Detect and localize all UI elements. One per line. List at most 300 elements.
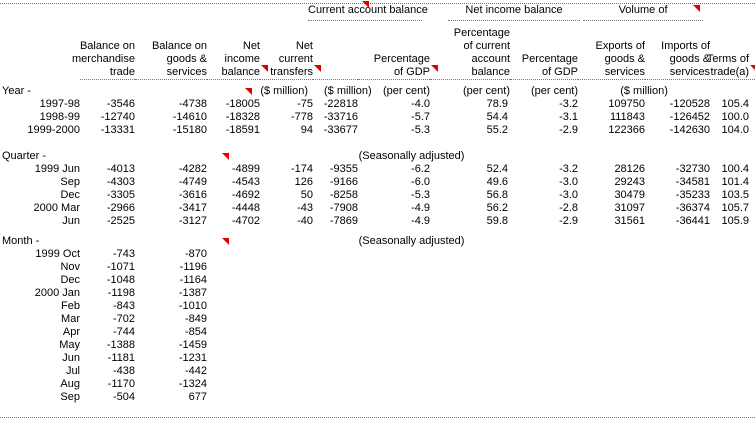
value-text: -1010	[178, 300, 207, 312]
value-text: 55.2	[486, 124, 509, 136]
header-line-text: Percentage	[373, 52, 431, 65]
period-cell	[0, 98, 80, 111]
value-cell-current-account-balance-value	[313, 202, 358, 215]
value-cell-cab-percentage-of-gdp	[358, 326, 430, 339]
value-cell-net-current-transfers	[260, 98, 313, 111]
header-line	[167, 66, 207, 79]
section-label-quarter	[0, 137, 80, 163]
value-cell-exports-of-goods-and-services	[578, 378, 645, 391]
value-cell-exports-of-goods-and-services	[578, 98, 645, 111]
column-header-period	[0, 21, 80, 79]
seasonally-adjusted-note	[313, 137, 510, 163]
header-line	[221, 66, 260, 79]
period-label: 2000 Jan	[34, 287, 80, 299]
header-line	[464, 40, 510, 53]
value-cell-cab-percentage-of-gdp	[358, 365, 430, 378]
value-cell-exports-of-goods-and-services	[578, 176, 645, 189]
value-cell-imports-of-goods-and-services	[645, 261, 710, 274]
value-text: -43	[297, 202, 313, 214]
seasonally-adjusted-note	[313, 228, 510, 248]
value-text: -1459	[178, 339, 207, 351]
column-header-terms-of-trade	[706, 21, 755, 79]
header-line	[711, 66, 750, 79]
value-cell-net-current-transfers	[260, 326, 313, 339]
value-cell-balance-on-goods-and-services	[135, 163, 207, 176]
period-cell	[0, 287, 80, 300]
value-cell-terms-of-trade	[710, 189, 755, 202]
value-cell-nib-percentage-of-current-account-balance	[430, 248, 510, 261]
column-header-exports-of-goods-and-services	[578, 21, 645, 79]
header-line	[394, 66, 430, 79]
value-cell-nib-percentage-of-gdp	[510, 98, 578, 111]
units-cab-dollar-million	[313, 79, 372, 98]
value-cell-nib-percentage-of-current-account-balance	[430, 300, 510, 313]
value-text: 94	[300, 124, 313, 136]
period-cell	[0, 378, 80, 391]
period-cell	[0, 189, 80, 202]
value-cell-imports-of-goods-and-services	[645, 111, 710, 124]
value-cell-exports-of-goods-and-services	[578, 300, 645, 313]
value-cell-terms-of-trade	[710, 352, 755, 365]
value-text: -4.0	[411, 98, 431, 110]
period-cell	[0, 248, 80, 261]
column-header-cab-percentage-of-gdp	[358, 21, 430, 79]
table-row	[0, 313, 755, 326]
header-line	[296, 40, 313, 53]
note-text: (Seasonally adjusted)	[358, 150, 465, 162]
value-cell-net-current-transfers	[260, 378, 313, 391]
value-text: -4448	[231, 202, 260, 214]
value-cell-nib-percentage-of-gdp	[510, 365, 578, 378]
value-text: 122366	[608, 124, 646, 136]
period-cell	[0, 111, 80, 124]
value-cell-exports-of-goods-and-services	[578, 111, 645, 124]
value-cell-net-current-transfers	[260, 189, 313, 202]
value-text: 78.9	[486, 98, 509, 110]
section-marker-cell	[80, 228, 313, 248]
value-cell-nib-percentage-of-gdp	[510, 300, 578, 313]
value-text: 126	[294, 176, 313, 188]
table-row	[0, 274, 755, 287]
value-text: -1198	[107, 287, 135, 299]
period-cell	[0, 163, 80, 176]
period-label: 1999 Jun	[34, 163, 80, 175]
value-cell-net-current-transfers	[260, 339, 313, 352]
units-label: (per cent)	[382, 85, 431, 97]
period-cell	[0, 124, 80, 137]
header-line-text: goods &	[604, 52, 646, 65]
column-header-nib-percentage-of-gdp	[510, 21, 578, 79]
value-cell-imports-of-goods-and-services	[645, 313, 710, 326]
value-text: -7908	[329, 202, 358, 214]
period-label: Apr	[62, 326, 80, 338]
period-label: 1999-2000	[27, 124, 80, 136]
header-line	[605, 66, 645, 79]
bottom-rule	[0, 417, 755, 418]
value-cell-nib-percentage-of-current-account-balance	[430, 287, 510, 300]
section-label-month	[0, 228, 80, 248]
table-row	[0, 202, 755, 215]
section-row-filler	[510, 137, 755, 163]
value-cell-balance-on-merchandise-trade	[80, 261, 135, 274]
table-row	[0, 300, 755, 313]
value-cell-balance-on-goods-and-services	[135, 326, 207, 339]
section-label-year	[0, 79, 80, 98]
value-text: 30479	[614, 189, 646, 201]
table-row	[0, 215, 755, 228]
value-cell-imports-of-goods-and-services	[645, 365, 710, 378]
header-line-text: account	[471, 52, 511, 65]
value-cell-nib-percentage-of-current-account-balance	[430, 261, 510, 274]
value-cell-nib-percentage-of-gdp	[510, 339, 578, 352]
value-cell-net-current-transfers	[260, 313, 313, 326]
value-cell-terms-of-trade	[710, 313, 755, 326]
value-text: -849	[184, 313, 207, 325]
period-label: 1999 Oct	[35, 248, 80, 260]
header-line-text: goods &	[166, 52, 207, 65]
value-text: -3616	[178, 189, 207, 201]
header-line	[152, 40, 207, 53]
period-label: Nov	[60, 261, 80, 273]
table-row	[0, 163, 755, 176]
column-header-imports-of-goods-and-services	[645, 21, 710, 79]
value-cell-current-account-balance-value	[313, 176, 358, 189]
value-cell-balance-on-goods-and-services	[135, 111, 207, 124]
value-cell-nib-percentage-of-gdp	[510, 274, 578, 287]
comment-marker-icon[interactable]	[693, 5, 700, 12]
column-header-balance-on-merchandise-trade	[72, 21, 135, 79]
header-line	[72, 53, 135, 66]
value-text: -3305	[106, 189, 135, 201]
value-cell-imports-of-goods-and-services	[645, 98, 710, 111]
value-text: 52.4	[486, 163, 509, 175]
value-cell-balance-on-goods-and-services	[135, 352, 207, 365]
value-cell-balance-on-merchandise-trade	[80, 163, 135, 176]
value-cell-exports-of-goods-and-services	[578, 287, 645, 300]
value-text: -4013	[106, 163, 135, 175]
value-cell-exports-of-goods-and-services	[578, 261, 645, 274]
value-text: -36441	[675, 215, 711, 227]
value-text: -870	[184, 248, 207, 260]
value-cell-balance-on-merchandise-trade	[80, 378, 135, 391]
value-text: -9166	[329, 176, 358, 188]
header-line	[243, 40, 260, 53]
value-cell-terms-of-trade	[710, 202, 755, 215]
value-cell-cab-percentage-of-gdp	[358, 378, 430, 391]
comment-marker-icon[interactable]	[222, 153, 229, 160]
value-cell-nib-percentage-of-current-account-balance	[430, 391, 510, 404]
value-text: 105.4	[721, 98, 750, 110]
value-cell-nib-percentage-of-current-account-balance	[430, 352, 510, 365]
value-cell-nib-percentage-of-current-account-balance	[430, 215, 510, 228]
header-line-text: Percentage	[521, 52, 579, 65]
value-cell-nib-percentage-of-gdp	[510, 202, 578, 215]
value-cell-balance-on-merchandise-trade	[80, 300, 135, 313]
period-label: Feb	[61, 300, 80, 312]
table-row	[0, 176, 755, 189]
units-label: (per cent)	[530, 85, 579, 97]
value-cell-nib-percentage-of-current-account-balance	[430, 313, 510, 326]
group-underline	[448, 4, 580, 21]
period-cell	[0, 300, 80, 313]
header-line	[110, 66, 135, 79]
value-cell-balance-on-goods-and-services	[135, 339, 207, 352]
value-cell-balance-on-merchandise-trade	[80, 176, 135, 189]
header-line-text: Balance on	[151, 39, 207, 52]
value-cell-nib-percentage-of-gdp	[510, 287, 578, 300]
period-cell	[0, 202, 80, 215]
period-cell	[0, 261, 80, 274]
value-text: -3.2	[559, 163, 579, 175]
table-row	[0, 326, 755, 339]
header-line	[670, 53, 710, 66]
value-cell-balance-on-merchandise-trade	[80, 313, 135, 326]
units-label: ($ million)	[324, 85, 372, 97]
value-cell-net-current-transfers	[260, 352, 313, 365]
value-text: -1324	[178, 378, 207, 390]
value-text: -2.9	[559, 215, 579, 227]
value-cell-balance-on-merchandise-trade	[80, 287, 135, 300]
value-cell-net-income-balance	[207, 339, 260, 352]
value-cell-nib-percentage-of-current-account-balance	[430, 339, 510, 352]
period-label: Jun	[62, 215, 80, 227]
value-cell-current-account-balance-value	[313, 111, 358, 124]
value-text: 100.0	[721, 111, 750, 123]
value-text: -4899	[231, 163, 260, 175]
value-cell-balance-on-merchandise-trade	[80, 111, 135, 124]
value-cell-exports-of-goods-and-services	[578, 313, 645, 326]
value-cell-current-account-balance-value	[313, 300, 358, 313]
value-text: -1164	[179, 274, 207, 286]
value-cell-net-current-transfers	[260, 365, 313, 378]
header-line	[605, 53, 645, 66]
value-cell-balance-on-merchandise-trade	[80, 352, 135, 365]
value-cell-imports-of-goods-and-services	[645, 176, 710, 189]
comment-marker-icon[interactable]	[362, 1, 369, 8]
value-text: 59.8	[486, 215, 509, 227]
header-line-text: services	[604, 65, 646, 78]
value-cell-balance-on-merchandise-trade	[80, 326, 135, 339]
comment-marker-icon[interactable]	[222, 238, 229, 245]
value-cell-current-account-balance-value	[313, 261, 358, 274]
value-text: -1196	[179, 261, 207, 273]
value-cell-current-account-balance-value	[313, 326, 358, 339]
value-cell-net-current-transfers	[260, 202, 313, 215]
value-cell-terms-of-trade	[710, 287, 755, 300]
value-cell-net-current-transfers	[260, 111, 313, 124]
value-cell-current-account-balance-value	[313, 163, 358, 176]
value-text: -3.0	[559, 189, 579, 201]
value-cell-net-income-balance	[207, 248, 260, 261]
value-cell-cab-percentage-of-gdp	[358, 124, 430, 137]
value-cell-terms-of-trade	[710, 326, 755, 339]
value-cell-terms-of-trade	[710, 98, 755, 111]
group-header-0	[308, 4, 430, 21]
value-cell-nib-percentage-of-gdp	[510, 124, 578, 137]
value-cell-imports-of-goods-and-services	[645, 124, 710, 137]
value-cell-terms-of-trade	[710, 248, 755, 261]
value-cell-nib-percentage-of-current-account-balance	[430, 98, 510, 111]
value-text: -33677	[323, 124, 358, 136]
value-cell-cab-percentage-of-gdp	[358, 274, 430, 287]
value-cell-cab-percentage-of-gdp	[358, 248, 430, 261]
header-line	[596, 40, 646, 53]
value-cell-net-income-balance	[207, 378, 260, 391]
period-label: Jun	[62, 352, 80, 364]
value-cell-balance-on-goods-and-services	[135, 202, 207, 215]
value-text: -504	[112, 391, 135, 403]
value-cell-terms-of-trade	[710, 391, 755, 404]
value-cell-net-income-balance	[207, 215, 260, 228]
period-cell	[0, 352, 80, 365]
value-text: -2.9	[559, 124, 579, 136]
value-cell-current-account-balance-value	[313, 391, 358, 404]
table-head	[0, 4, 755, 79]
value-cell-net-income-balance	[207, 163, 260, 176]
value-cell-imports-of-goods-and-services	[645, 339, 710, 352]
value-text: -36374	[675, 202, 711, 214]
value-cell-imports-of-goods-and-services	[645, 215, 710, 228]
value-text: -778	[290, 111, 313, 123]
value-text: -22818	[323, 98, 358, 110]
value-cell-net-income-balance	[207, 274, 260, 287]
value-cell-net-income-balance	[207, 313, 260, 326]
value-cell-balance-on-goods-and-services	[135, 391, 207, 404]
value-cell-exports-of-goods-and-services	[578, 391, 645, 404]
value-text: 31561	[614, 215, 646, 227]
value-cell-current-account-balance-value	[313, 313, 358, 326]
value-cell-nib-percentage-of-gdp	[510, 163, 578, 176]
comment-marker-icon[interactable]	[750, 65, 755, 72]
value-cell-current-account-balance-value	[313, 248, 358, 261]
value-cell-imports-of-goods-and-services	[645, 391, 710, 404]
comment-marker-icon[interactable]	[245, 88, 252, 95]
value-cell-exports-of-goods-and-services	[578, 339, 645, 352]
header-line-text: Net	[295, 39, 313, 52]
value-text: -7869	[329, 215, 358, 227]
value-cell-nib-percentage-of-gdp	[510, 313, 578, 326]
value-text: -18591	[225, 124, 260, 136]
value-cell-exports-of-goods-and-services	[578, 215, 645, 228]
value-cell-net-income-balance	[207, 176, 260, 189]
comment-marker-icon[interactable]	[314, 65, 321, 72]
period-label: Dec	[60, 189, 80, 201]
value-cell-nib-percentage-of-gdp	[510, 111, 578, 124]
header-line-text: Imports of	[661, 39, 711, 52]
value-cell-net-income-balance	[207, 124, 260, 137]
value-cell-cab-percentage-of-gdp	[358, 261, 430, 274]
section-marker-cell	[80, 137, 313, 163]
units-label: ($ million)	[260, 85, 308, 97]
value-cell-terms-of-trade	[710, 365, 755, 378]
value-cell-net-income-balance	[207, 391, 260, 404]
value-cell-cab-percentage-of-gdp	[358, 352, 430, 365]
period-label: Jul	[65, 365, 80, 377]
value-text: -8258	[329, 189, 358, 201]
value-cell-terms-of-trade	[710, 300, 755, 313]
value-cell-exports-of-goods-and-services	[578, 189, 645, 202]
value-text: -32730	[675, 163, 711, 175]
period-cell	[0, 215, 80, 228]
value-text: 105.9	[721, 215, 750, 227]
header-line	[167, 53, 207, 66]
value-text: -854	[184, 326, 207, 338]
header-line-text: trade(a)	[710, 65, 750, 78]
value-cell-nib-percentage-of-current-account-balance	[430, 111, 510, 124]
value-text: 103.5	[721, 189, 750, 201]
group-spacer-right	[710, 4, 755, 21]
units-empty	[710, 79, 755, 98]
value-cell-net-current-transfers	[260, 163, 313, 176]
group-underline	[583, 4, 703, 21]
value-text: 56.2	[486, 202, 509, 214]
header-line-text: balance	[471, 65, 511, 78]
value-cell-cab-percentage-of-gdp	[358, 189, 430, 202]
value-cell-cab-percentage-of-gdp	[358, 98, 430, 111]
value-cell-nib-percentage-of-current-account-balance	[430, 176, 510, 189]
group-title: Volume of	[618, 4, 668, 16]
value-cell-terms-of-trade	[710, 215, 755, 228]
period-label: Sep	[60, 176, 80, 188]
value-cell-nib-percentage-of-gdp	[510, 215, 578, 228]
table-row	[0, 352, 755, 365]
value-cell-imports-of-goods-and-services	[645, 300, 710, 313]
value-text: -1388	[106, 339, 135, 351]
header-line-text: services	[669, 65, 711, 78]
value-cell-exports-of-goods-and-services	[578, 202, 645, 215]
value-cell-imports-of-goods-and-services	[645, 326, 710, 339]
value-text: -4303	[106, 176, 135, 188]
units-label: ($ million)	[620, 85, 668, 97]
value-text: -12740	[100, 111, 135, 123]
value-cell-net-income-balance	[207, 300, 260, 313]
value-text: -442	[184, 365, 207, 377]
value-text: -18005	[225, 98, 260, 110]
table-row	[0, 124, 755, 137]
value-text: 29243	[614, 176, 646, 188]
value-text: -1170	[107, 378, 135, 390]
value-cell-exports-of-goods-and-services	[578, 124, 645, 137]
group-title: Net income balance	[465, 4, 563, 16]
value-cell-imports-of-goods-and-services	[645, 248, 710, 261]
value-text: -126452	[669, 111, 711, 123]
value-text: -1071	[106, 261, 135, 273]
value-cell-balance-on-goods-and-services	[135, 287, 207, 300]
header-line-text: merchandise	[72, 52, 135, 65]
value-cell-terms-of-trade	[710, 378, 755, 391]
value-text: 49.6	[486, 176, 509, 188]
group-spacer	[0, 4, 313, 21]
value-cell-nib-percentage-of-gdp	[510, 326, 578, 339]
value-cell-current-account-balance-value	[313, 215, 358, 228]
value-cell-balance-on-merchandise-trade	[80, 202, 135, 215]
header-line	[279, 53, 313, 66]
value-cell-cab-percentage-of-gdp	[358, 313, 430, 326]
value-text: -6.0	[411, 176, 431, 188]
value-text: 54.4	[486, 111, 509, 123]
column-header-net-income-balance	[207, 21, 260, 79]
comment-marker-icon[interactable]	[431, 65, 438, 72]
period-label: May	[59, 339, 80, 351]
note-text: (Seasonally adjusted)	[358, 235, 465, 247]
header-line	[661, 40, 710, 53]
comment-marker-icon[interactable]	[261, 65, 268, 72]
value-cell-current-account-balance-value	[313, 189, 358, 202]
period-label: 2000 Mar	[33, 202, 80, 214]
value-text: -5.3	[411, 189, 431, 201]
group-header-1	[430, 4, 578, 21]
value-cell-terms-of-trade	[710, 111, 755, 124]
